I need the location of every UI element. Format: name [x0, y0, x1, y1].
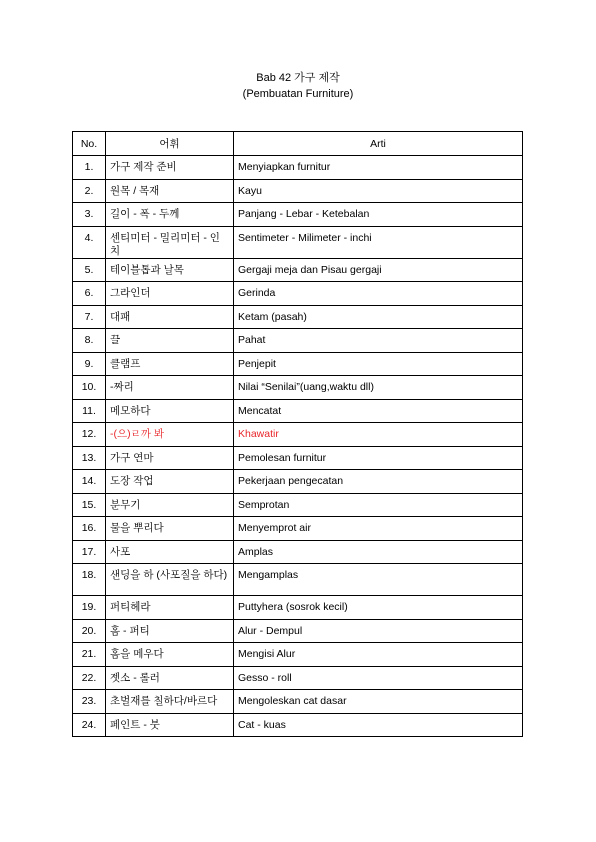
header-vocabulary: 어휘: [106, 132, 234, 156]
row-number: 3.: [73, 203, 106, 227]
indonesian-meaning: Penjepit: [234, 352, 523, 376]
indonesian-meaning: Pekerjaan pengecatan: [234, 470, 523, 494]
korean-term: 젯소 - 롤러: [106, 666, 234, 690]
table-row: [73, 564, 523, 596]
row-number: 16.: [73, 517, 106, 541]
row-number: 8.: [73, 329, 106, 353]
table-header-row: [73, 132, 523, 156]
row-number: 10.: [73, 376, 106, 400]
korean-term: 홈 - 퍼티: [106, 619, 234, 643]
table-row: [73, 156, 523, 180]
table-row: [73, 352, 523, 376]
indonesian-meaning: Panjang - Lebar - Ketebalan: [234, 203, 523, 227]
row-number: 24.: [73, 713, 106, 737]
korean-term: 샌딩을 하 (사포질을 하다): [106, 564, 234, 596]
row-number: 9.: [73, 352, 106, 376]
table-row: [73, 493, 523, 517]
table-row: [73, 305, 523, 329]
korean-term: 메모하다: [106, 399, 234, 423]
table-row: [73, 376, 523, 400]
table-row: [73, 258, 523, 282]
table-row: [73, 203, 523, 227]
korean-term: 가구 제작 준비: [106, 156, 234, 180]
korean-term: 홈을 메우다: [106, 643, 234, 667]
table-row: [73, 690, 523, 714]
table-row: [73, 470, 523, 494]
indonesian-meaning: Mengoleskan cat dasar: [234, 690, 523, 714]
korean-term: 끌: [106, 329, 234, 353]
korean-term: -짜리: [106, 376, 234, 400]
row-number: 5.: [73, 258, 106, 282]
korean-term: 테이블톱과 날목: [106, 258, 234, 282]
row-number: 11.: [73, 399, 106, 423]
korean-term: 클램프: [106, 352, 234, 376]
indonesian-meaning: Pemolesan furnitur: [234, 446, 523, 470]
table-row: [73, 446, 523, 470]
table-row: [73, 399, 523, 423]
vocabulary-table: [72, 131, 523, 737]
table-row: [73, 713, 523, 737]
indonesian-meaning: Pahat: [234, 329, 523, 353]
indonesian-meaning: Kayu: [234, 179, 523, 203]
korean-term: 길이 - 폭 - 두께: [106, 203, 234, 227]
row-number: 18.: [73, 564, 106, 596]
korean-term: -(으)ㄹ까 봐: [106, 423, 234, 447]
indonesian-meaning: Gesso - roll: [234, 666, 523, 690]
row-number: 19.: [73, 596, 106, 620]
row-number: 1.: [73, 156, 106, 180]
page-title: [0, 70, 596, 102]
table-row: [73, 226, 523, 258]
table-row: [73, 540, 523, 564]
indonesian-meaning: Mengamplas: [234, 564, 523, 596]
indonesian-meaning: Sentimeter - Milimeter - inchi: [234, 226, 523, 258]
table-row: [73, 517, 523, 541]
header-no: No.: [73, 132, 106, 156]
row-number: 14.: [73, 470, 106, 494]
korean-term: 물을 뿌리다: [106, 517, 234, 541]
korean-term: 센티미터 - 밀리미터 - 인치: [106, 226, 234, 258]
korean-term: 그라인더: [106, 282, 234, 306]
table-row: [73, 329, 523, 353]
indonesian-meaning: Khawatir: [234, 423, 523, 447]
row-number: 7.: [73, 305, 106, 329]
table-row: [73, 282, 523, 306]
row-number: 6.: [73, 282, 106, 306]
row-number: 21.: [73, 643, 106, 667]
indonesian-meaning: Puttyhera (sosrok kecil): [234, 596, 523, 620]
korean-term: 대패: [106, 305, 234, 329]
row-number: 4.: [73, 226, 106, 258]
indonesian-meaning: Semprotan: [234, 493, 523, 517]
title-line-2: (Pembuatan Furniture): [242, 88, 354, 100]
indonesian-meaning: Mengisi Alur: [234, 643, 523, 667]
korean-term: 퍼티헤라: [106, 596, 234, 620]
korean-term: 페인트 - 붓: [106, 713, 234, 737]
table-row: [73, 596, 523, 620]
indonesian-meaning: Menyiapkan furnitur: [234, 156, 523, 180]
table-row: [73, 179, 523, 203]
table-row: [73, 619, 523, 643]
indonesian-meaning: Gergaji meja dan Pisau gergaji: [234, 258, 523, 282]
table-row: [73, 643, 523, 667]
korean-term: 도장 작업: [106, 470, 234, 494]
row-number: 17.: [73, 540, 106, 564]
row-number: 13.: [73, 446, 106, 470]
row-number: 20.: [73, 619, 106, 643]
row-number: 15.: [73, 493, 106, 517]
indonesian-meaning: Menyemprot air: [234, 517, 523, 541]
indonesian-meaning: Gerinda: [234, 282, 523, 306]
indonesian-meaning: Amplas: [234, 540, 523, 564]
row-number: 12.: [73, 423, 106, 447]
indonesian-meaning: Ketam (pasah): [234, 305, 523, 329]
row-number: 22.: [73, 666, 106, 690]
row-number: 2.: [73, 179, 106, 203]
korean-term: 사포: [106, 540, 234, 564]
title-line-1: Bab 42 가구 제작: [256, 72, 340, 84]
row-number: 23.: [73, 690, 106, 714]
korean-term: 원목 / 목재: [106, 179, 234, 203]
korean-term: 가구 연마: [106, 446, 234, 470]
indonesian-meaning: Cat - kuas: [234, 713, 523, 737]
table-row: [73, 666, 523, 690]
indonesian-meaning: Alur - Dempul: [234, 619, 523, 643]
table-row: [73, 423, 523, 447]
indonesian-meaning: Nilai “Senilai”(uang,waktu dll): [234, 376, 523, 400]
korean-term: 초벌재를 칠하다/바르다: [106, 690, 234, 714]
indonesian-meaning: Mencatat: [234, 399, 523, 423]
header-meaning: Arti: [234, 132, 523, 156]
korean-term: 분무기: [106, 493, 234, 517]
